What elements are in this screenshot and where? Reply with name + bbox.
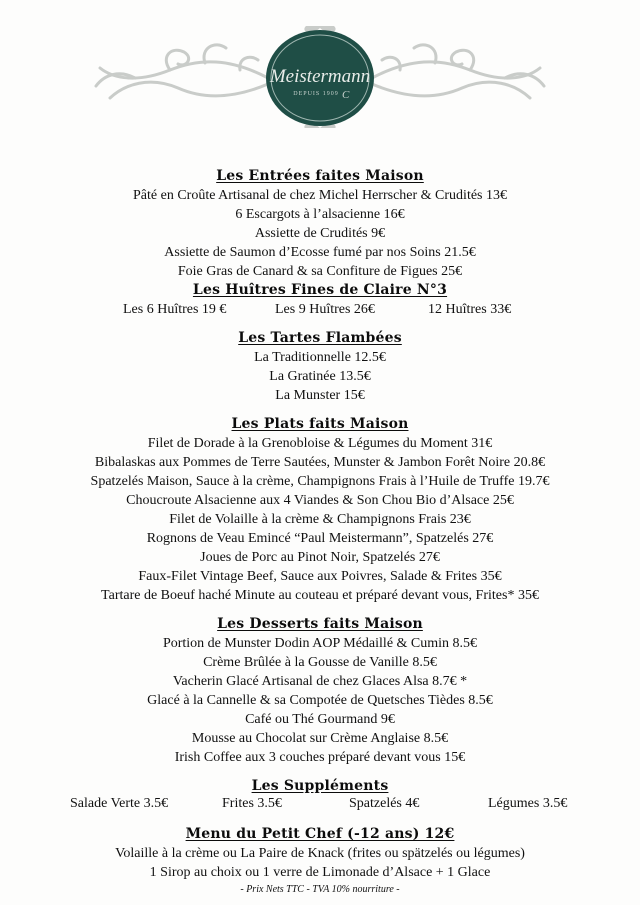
menu-item: Salade Verte 3.5€ [70,796,169,811]
menu-item: Crème Brûlée à la Gousse de Vanille 8.5€ [203,655,437,670]
menu-item: Bibalaskas aux Pommes de Terre Sautées, Munster & Jambon Forêt Noire 20.8€ [94,455,546,470]
menu-item: Rognons de Veau Emincé “Paul Meistermann”, Spatzelés 27€ [146,531,494,546]
menu-item: 12 Huîtres 33€ [428,302,512,317]
menu-item: La Traditionnelle 12.5€ [254,350,386,365]
menu-item: Café ou Thé Gourmand 9€ [245,712,395,727]
section-title-entrees: Les Entrées faites Maison [216,168,424,184]
section-title-huitres: Les Huîtres Fines de Claire N°3 [192,282,448,298]
menu-item: Légumes 3.5€ [488,796,568,811]
menu-item: Mousse au Chocolat sur Crème Anglaise 8.5€ [191,731,449,746]
supplements-row [0,796,640,815]
menu-item: Glacé à la Cannelle & sa Compotée de Quetsches Tièdes 8.5€ [147,693,493,708]
menu-item: Les 6 Huîtres 19 € [123,302,227,317]
flourish-ornament-icon [0,18,640,128]
menu-item: Faux-Filet Vintage Beef, Sauce aux Poivres, Salade & Frites 35€ [138,569,502,584]
menu-item: La Munster 15€ [275,388,365,403]
menu-item: Frites 3.5€ [222,796,282,811]
menu-item: Joues de Porc au Pinot Noir, Spatzelés 27€ [200,550,440,565]
menu-content [0,167,640,898]
menu-item: Portion de Munster Dodin AOP Médaillé & Cumin 8.5€ [162,636,478,651]
menu-item: Assiette de Saumon d’Ecosse fumé par nos Soins 21.5€ [164,245,476,260]
menu-item: Pâté en Croûte Artisanal de chez Michel Herrscher & Crudités 13€ [133,188,507,203]
section-title-tartes: Les Tartes Flambées [238,330,402,346]
menu-item: 6 Escargots à l’alsacienne 16€ [235,207,405,222]
header-ornament [0,18,640,128]
menu-item: Choucroute Alsacienne aux 4 Viandes & Son Chou Bio d’Alsace 25€ [126,493,514,508]
section-title-plats: Les Plats faits Maison [231,416,409,432]
menu-item: Foie Gras de Canard & sa Confiture de Figues 25€ [177,264,463,279]
menu-item: Filet de Volaille à la crème & Champignons Frais 23€ [169,512,471,527]
logo-monogram-icon: C [342,89,350,101]
logo-tagline: DEPUIS 1909 [293,91,339,97]
menu-item: Vacherin Glacé Artisanal de chez Glaces Alsa 8.7€ * [172,674,468,689]
menu-item: Irish Coffee aux 3 couches préparé devant vous 15€ [174,750,466,765]
menu-item: Spatzelés 4€ [349,796,420,811]
menu-item: Filet de Dorade à la Grenobloise & Légumes du Moment 31€ [147,436,493,451]
oysters-row [0,300,640,319]
menu-item: 1 Sirop au choix ou 1 verre de Limonade d’Alsace + 1 Glace [149,865,491,880]
logo-name: Meistermann [269,66,371,87]
menu-item: Tartare de Boeuf haché Minute au couteau et préparé devant vous, Frites* 35€ [101,588,539,603]
section-title-supplements: Les Suppléments [251,778,389,794]
section-title-kids-menu: Menu du Petit Chef (-12 ans) 12€ [185,826,455,842]
menu-item: La Gratinée 13.5€ [269,369,371,384]
menu-item: Spatzelés Maison, Sauce à la crème, Champignons Frais à l’Huile de Truffe 19.7€ [90,474,550,489]
menu-item: Assiette de Crudités 9€ [254,226,386,241]
menu-item: Volaille à la crème ou La Paire de Knack (frites ou spätzelés ou légumes) [115,846,525,861]
section-title-desserts: Les Desserts faits Maison [217,616,423,632]
footer-note: - Prix Nets TTC - TVA 10% nourriture - [240,884,400,895]
menu-item: Les 9 Huîtres 26€ [275,302,375,317]
